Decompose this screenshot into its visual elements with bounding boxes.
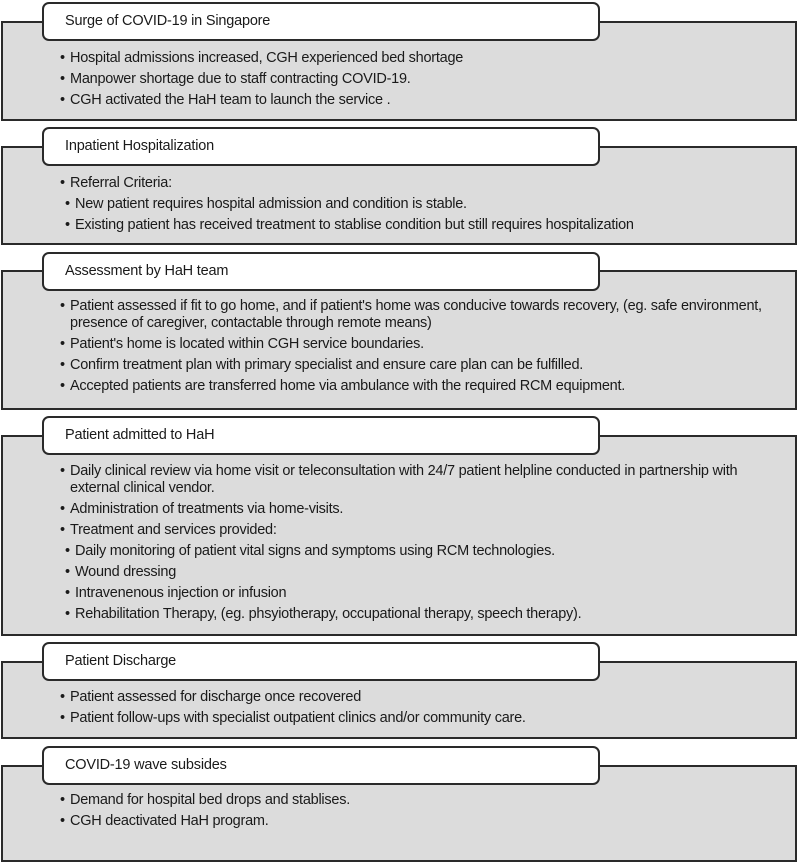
bullet-item: • Manpower shortage due to staff contracting COVID-19.	[60, 71, 411, 87]
bullet-icon: •	[65, 564, 70, 580]
section-title: Patient admitted to HaH	[42, 416, 600, 455]
bullet-icon: •	[60, 689, 65, 705]
bullet-item: • Treatment and services provided:	[60, 522, 277, 538]
section-title: Patient Discharge	[42, 642, 600, 681]
sub-bullet-item: • Rehabilitation Therapy, (eg. phsyiotherapy, occupational therapy, speech therapy).	[65, 606, 582, 622]
bullet-icon: •	[60, 357, 65, 373]
bullet-icon: •	[65, 606, 70, 622]
section-bullet-list	[60, 792, 780, 834]
bullet-icon: •	[60, 522, 65, 538]
bullet-item: • Patient assessed if fit to go home, and if patient's home was conducive towards recovery, (eg. safe environment, presence of caregiver, contactable through remote means)	[60, 298, 762, 331]
bullet-icon: •	[60, 501, 65, 517]
section-bullet-list	[60, 298, 780, 399]
bullet-icon: •	[60, 463, 65, 479]
section-bullet-list	[60, 175, 780, 238]
bullet-icon: •	[60, 298, 65, 314]
bullet-item: • Demand for hospital bed drops and stablises.	[60, 792, 350, 808]
sub-bullet-item: • Intravenenous injection or infusion	[65, 585, 287, 601]
bullet-icon: •	[60, 175, 65, 191]
bullet-item: • CGH deactivated HaH program.	[60, 813, 269, 829]
bullet-item: • Daily clinical review via home visit or teleconsultation with 24/7 patient helpline conducted in partnership with external clinical vendor.	[60, 463, 738, 496]
bullet-icon: •	[60, 378, 65, 394]
sub-bullet-item: • Daily monitoring of patient vital signs and symptoms using RCM technologies.	[65, 543, 555, 559]
section-bullet-list	[60, 463, 780, 627]
bullet-item: • Hospital admissions increased, CGH experienced bed shortage	[60, 50, 464, 66]
bullet-icon: •	[60, 71, 65, 87]
bullet-item: • Accepted patients are transferred home via ambulance with the required RCM equipment.	[60, 378, 626, 394]
bullet-icon: •	[65, 217, 70, 233]
section-bullet-list	[60, 50, 780, 113]
bullet-icon: •	[60, 336, 65, 352]
section-title: Surge of COVID-19 in Singapore	[42, 2, 600, 41]
bullet-item: • Confirm treatment plan with primary specialist and ensure care plan can be fulfilled.	[60, 357, 584, 373]
bullet-icon: •	[65, 196, 70, 212]
sub-bullet-item: • New patient requires hospital admission and condition is stable.	[65, 196, 467, 212]
bullet-item: • Administration of treatments via home-visits.	[60, 501, 344, 517]
bullet-item: • CGH activated the HaH team to launch the service .	[60, 92, 391, 108]
bullet-icon: •	[65, 543, 70, 559]
bullet-item: • Patient follow-ups with specialist outpatient clinics and/or community care.	[60, 710, 526, 726]
section-bullet-list	[60, 689, 780, 731]
bullet-icon: •	[60, 710, 65, 726]
bullet-icon: •	[60, 792, 65, 808]
bullet-item: • Referral Criteria:	[60, 175, 172, 191]
bullet-item: • Patient assessed for discharge once recovered	[60, 689, 362, 705]
bullet-icon: •	[65, 585, 70, 601]
bullet-icon: •	[60, 50, 65, 66]
bullet-icon: •	[60, 92, 65, 108]
section-title: COVID-19 wave subsides	[42, 746, 600, 785]
section-title: Inpatient Hospitalization	[42, 127, 600, 166]
sub-bullet-item: • Wound dressing	[65, 564, 177, 580]
sub-bullet-item: • Existing patient has received treatment to stablise condition but still requires hospitalization	[65, 217, 634, 233]
section-title: Assessment by HaH team	[42, 252, 600, 291]
bullet-item: • Patient's home is located within CGH service boundaries.	[60, 336, 424, 352]
bullet-icon: •	[60, 813, 65, 829]
